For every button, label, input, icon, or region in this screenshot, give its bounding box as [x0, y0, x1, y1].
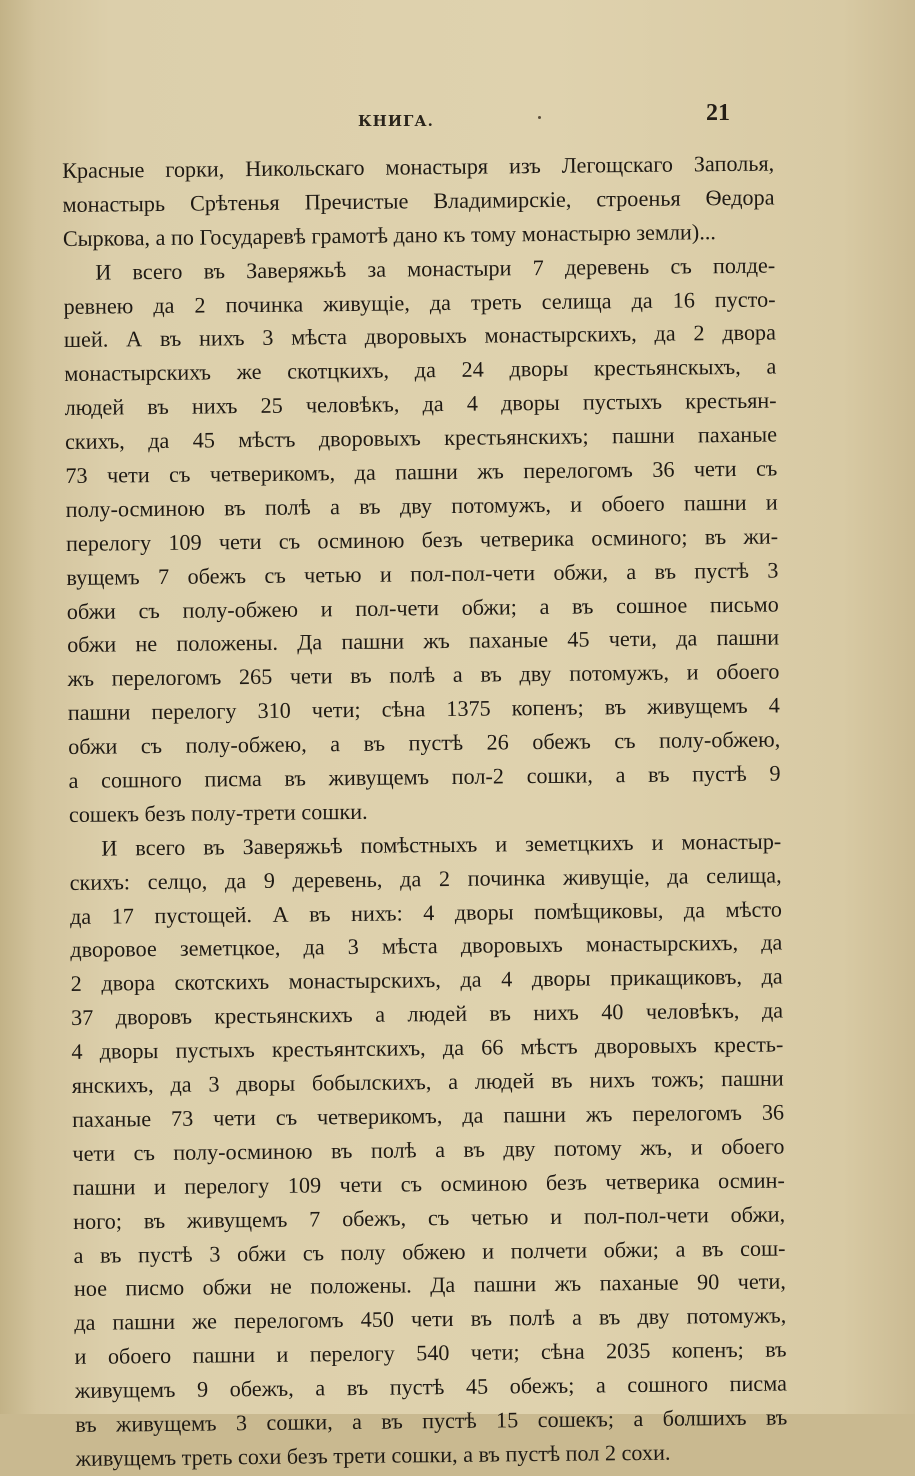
text-line: скихъ: селцо, да 9 деревень, да 2 починка живущіе, да селища,	[69, 862, 782, 895]
text-line: вущемъ 7 обежъ съ четью и пол-пол-чети обжи, а въ пустѣ 3	[66, 557, 779, 590]
text-line: обжи съ полу-обжею, а въ пустѣ 26 обежъ съ полу-обжею,	[68, 726, 781, 760]
text-line: Сыркова, а по Государевѣ грамотѣ дано къ тому монастырю земли)...	[62, 218, 717, 251]
text-line: пашни перелогу 310 чети; сѣна 1375 копенъ; въ живущемъ 4	[67, 692, 780, 726]
text-line: въ живущемъ 3 сошки, а въ пустѣ 15 сошекъ; а болшихъ въ	[75, 1404, 788, 1437]
text-line: 37 дворовъ крестьянскихъ а людей въ нихъ 40 человѣкъ, да	[70, 997, 784, 1031]
text-line: дворовое земетцкое, да 3 мѣста дворовыхъ монастырскихъ, да	[70, 929, 783, 963]
text-line: паханые 73 чети съ четверикомъ, да пашни жъ перелогомъ 36	[71, 1099, 785, 1132]
text-line: И всего въ Заверяжьѣ помѣстныхъ и земетцкихъ и монастыр-	[101, 828, 782, 861]
text-line: пашни и перелогу 109 чети съ осминою безъ четверика осмин-	[72, 1167, 785, 1200]
text-line: ревнею да 2 починка живущіе, да треть селища да 16 пусто-	[63, 286, 776, 319]
text-line: чети съ полу-осминою въ полѣ а въ дву потому жъ, и обоего	[72, 1133, 785, 1166]
text-line: сошекъ безъ полу-трети сошки.	[68, 798, 368, 827]
text-line: а въ пустѣ 3 обжи съ полу обжею и полчети обжи; а въ сош-	[73, 1234, 786, 1268]
text-line: 73 чети съ четверикомъ, да пашни жъ перелогомъ 36 чети съ	[65, 455, 778, 488]
page-header	[0, 98, 915, 138]
text-line: людей въ нихъ 25 человѣкъ, да 4 дворы пустыхъ крестьян-	[64, 387, 777, 421]
text-line: да пашни же перелогомъ 450 чети въ полѣ а въ дву потомужъ,	[74, 1302, 787, 1336]
text-line: жъ перелогомъ 265 чети въ полѣ а въ дву потомужъ, и обоего	[67, 658, 780, 692]
text-line: живущемъ 9 обежъ, а въ пустѣ 45 обежъ; а сошного писма	[74, 1370, 788, 1403]
text-line: полу-осминою въ полѣ а въ дву потомужъ, и обоего пашни и	[65, 489, 778, 522]
paragraph	[62, 147, 775, 256]
paragraph	[69, 824, 788, 1475]
text-line: 2 двора скотскихъ монастырскихъ, да 4 дворы прикащиковъ, да	[70, 963, 783, 997]
text-line: монастырь Срѣтенья Пречистые Владимирскіе, строенья Ѳедора	[62, 184, 775, 217]
text-line: ного; въ живущемъ 7 обежъ, съ четью и пол-пол-чети обжи,	[73, 1201, 786, 1234]
text-line: и обоего пашни и перелогу 540 чети; сѣна 2035 копенъ; въ	[74, 1336, 787, 1370]
text-line: обжи не положены. Да пашни жъ паханые 45 чети, да пашни	[67, 624, 780, 658]
running-title: КНИГА.	[358, 112, 434, 130]
text-line: да 17 пустощей. А въ нихъ: 4 дворы помѣщиковы, да мѣсто	[69, 896, 783, 929]
text-line: янскихъ, да 3 дворы бобылскихъ, а людей въ нихъ тожъ; пашни	[71, 1065, 784, 1098]
text-line: шей. А въ нихъ 3 мѣста дворовыхъ монастырскихъ, да 2 двора	[63, 319, 777, 353]
text-line: И всего въ Заверяжьѣ за монастыри 7 деревень съ полде-	[95, 252, 776, 285]
text-line: Красные горки, Никольскаго монастыря изъ Легощскаго Заполья,	[62, 150, 775, 183]
text-line: перелогу 109 чети съ осминою безъ четверика осминого; въ жи-	[65, 523, 779, 556]
text-line: ное писмо обжи не положены. Да пашни жъ паханые 90 чети,	[73, 1268, 786, 1302]
body-text	[62, 147, 788, 1476]
text-line: 4 дворы пустыхъ крестьянтскихъ, да 66 мѣстъ дворовыхъ кресть-	[71, 1031, 784, 1065]
ink-speck	[538, 116, 541, 119]
paragraph	[63, 248, 781, 832]
text-line: а сошного писма въ живущемъ пол-2 сошки, а въ пустѣ 9	[68, 760, 781, 793]
text-line: живущемъ треть сохи безъ трети сошки, а въ пустѣ пол 2 сохи.	[75, 1439, 671, 1471]
text-line: скихъ, да 45 мѣстъ дворовыхъ крестьянскихъ; пашни паханые	[64, 421, 778, 455]
page-number: 21	[706, 100, 730, 126]
text-line: обжи съ полу-обжею и пол-чети обжи; а въ сошное письмо	[66, 591, 779, 624]
text-line: монастырскихъ же скотцкихъ, да 24 дворы крестьянскыхъ, а	[64, 353, 777, 387]
